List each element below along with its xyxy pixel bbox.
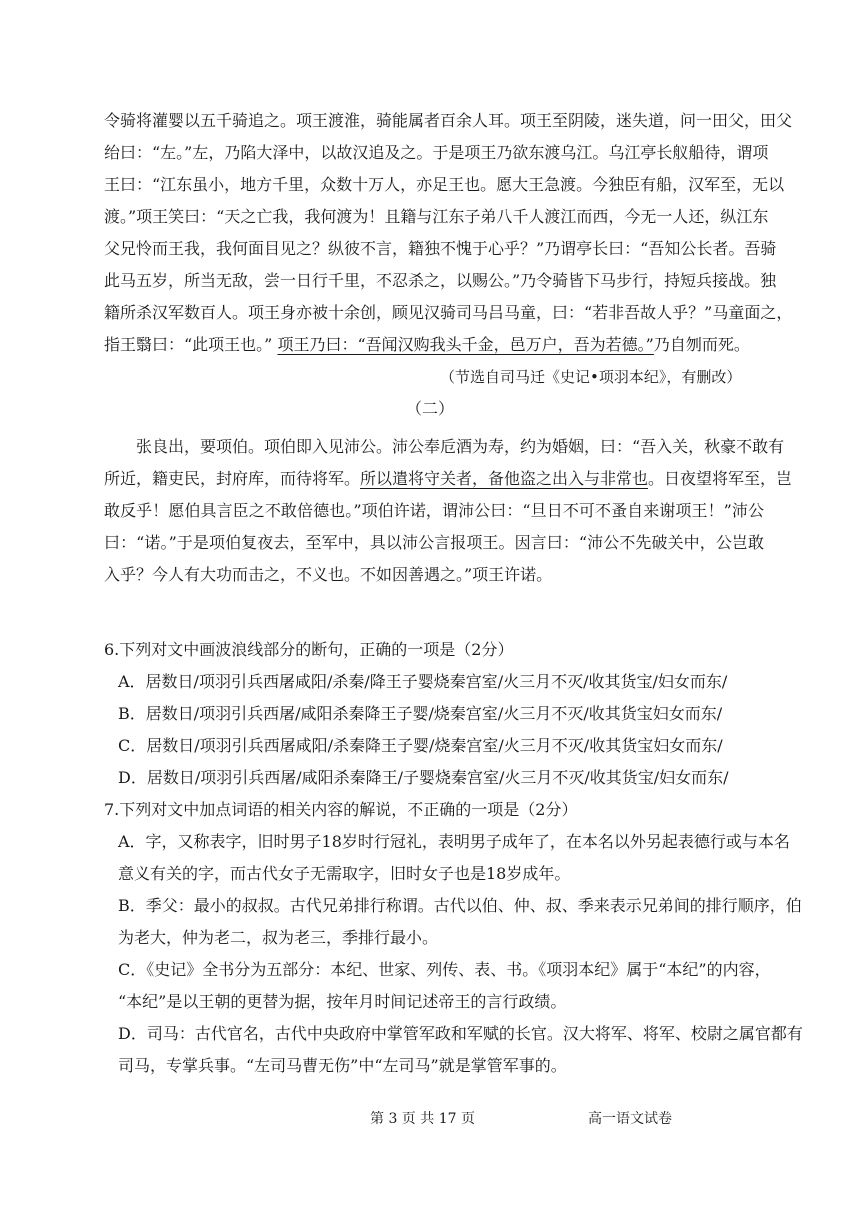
question-7-option-a-cont: 意义有关的字，而古代女子无需取字，旧时女子也是18岁成年。 xyxy=(118,864,571,883)
passage1-text: 指王翳曰：“此项王也。” xyxy=(104,335,273,354)
question-6-option-d: D．居数日/项羽引兵西屠/咸阳杀秦降王/子婴烧秦宫室/火三月不灭/收其货宝/妇女而东/ xyxy=(118,768,729,787)
passage2-line: 曰：“诺。”于是项伯复夜去，至军中，具以沛公言报项王。因言曰：“沛公不先破关中，公岂敢 xyxy=(104,533,764,552)
question-7-option-c: C．《史记》全书分为五部分：本纪、世家、列传、表、书。《项羽本纪》属于“本纪”的内容， xyxy=(118,960,771,979)
passage1-line: 绐曰：“左。”左，乃陷大泽中，以故汉追及之。于是项王乃欲东渡乌江。乌江亭长舣船待，谓项 xyxy=(104,143,769,162)
passage2-line: 张良出，要项伯。项伯即入见沛公。沛公奉卮酒为寿，约为婚姻，曰：“吾入关，秋豪不敢有 xyxy=(136,437,785,456)
underlined-sentence: 所以遣将守关者，备他盗之出入与非常也 xyxy=(360,469,649,488)
passage1-line: 籍所杀汉军数百人。项王身亦被十余创，顾见汉骑司马吕马童，曰：“若非吾故人乎？”马童面之， xyxy=(104,303,793,322)
underlined-sentence: 项王乃曰：“吾闻汉购我头千金，邑万户，吾为若德。” xyxy=(277,335,654,354)
question-6-option-a: A．居数日/项羽引兵西屠咸阳/杀秦/降王子婴烧秦宫室/火三月不灭/收其货宝/妇女而东/ xyxy=(118,672,728,691)
passage2-line: 敢反乎！愿伯具言臣之不敢倍德也。”项伯许诺，谓沛公曰：“旦日不可不蚤自来谢项王！”沛公 xyxy=(104,501,764,520)
question-7-option-c-cont: “本纪”是以王朝的更替为据，按年月时间记述帝王的言行政绩。 xyxy=(118,992,567,1011)
question-7-stem: 7.下列对文中加点词语的相关内容的解说，不正确的一项是（2分） xyxy=(104,800,578,819)
passage1-line: 父兄怜而王我，我何面目见之？纵彼不言，籍独不愧于心乎？”乃谓亭长曰：“吾知公长者。吾骑 xyxy=(104,239,777,258)
question-7-option-d-cont: 司马，专掌兵事。“左司马曹无伤”中“左司马”就是掌管军事的。 xyxy=(118,1056,567,1075)
page-number: 第 3 页 共 17 页 xyxy=(370,1111,475,1127)
section-heading: （二） xyxy=(405,399,454,418)
passage1-line: 此马五岁，所当无敌，尝一日行千里，不忍杀之，以赐公。”乃令骑皆下马步行，持短兵接战。独 xyxy=(104,271,777,290)
passage1-line: 王曰：“江东虽小，地方千里，众数十万人，亦足王也。愿大王急渡。今独臣有船，汉军至，无以 xyxy=(104,175,785,194)
question-7-option-d: D．司马：古代官名，古代中央政府中掌管军政和军赋的长官。汉大将军、将军、校尉之属官都有 xyxy=(118,1024,803,1043)
question-6-stem: 6.下列对文中画波浪线部分的断句，正确的一项是（2分） xyxy=(104,640,514,659)
passage1-line: 令骑将灌婴以五千骑追之。项王渡淮，骑能属者百余人耳。项王至阴陵，迷失道，问一田父，田父 xyxy=(104,111,793,130)
question-7-option-b-cont: 为老大，仲为老二，叔为老三，季排行最小。 xyxy=(118,928,439,947)
question-7-option-a: A．字，又称表字，旧时男子18岁时行冠礼，表明男子成年了，在本名以外另起表德行或与本名 xyxy=(118,832,790,851)
passage1-line xyxy=(104,335,764,355)
passage1-text: 乃自刎而死。 xyxy=(653,335,750,354)
passage1-line: 渡。”项王笑曰：“天之亡我，我何渡为！且籍与江东子弟八千人渡江而西，今无一人还，纵江东 xyxy=(104,207,769,226)
passage2-text: 。日夜望将军至，岂 xyxy=(648,469,793,488)
passage2-text: 所近，籍吏民，封府库，而待将军。 xyxy=(104,469,361,488)
passage2-line xyxy=(104,469,793,489)
question-7-option-b: B．季父：最小的叔叔。古代兄弟排行称谓。古代以伯、仲、叔、季来表示兄弟间的排行顺序，伯 xyxy=(118,896,802,915)
question-6-option-c: C．居数日/项羽引兵西屠咸阳/杀秦降王子婴/烧秦宫室/火三月不灭/收其货宝妇女而东/ xyxy=(118,736,723,755)
question-6-option-b: B．居数日/项羽引兵西屠/咸阳杀秦降王子婴/烧秦宫室/火三月不灭/收其货宝妇女而东/ xyxy=(118,704,723,723)
passage2-line: 入乎？今人有大功而击之，不义也。不如因善遇之。”项王许诺。 xyxy=(104,565,553,584)
source-citation: （节选自司马迁《史记•项羽本纪》，有删改） xyxy=(440,368,742,386)
paper-title: 高一语文试卷 xyxy=(588,1111,672,1127)
